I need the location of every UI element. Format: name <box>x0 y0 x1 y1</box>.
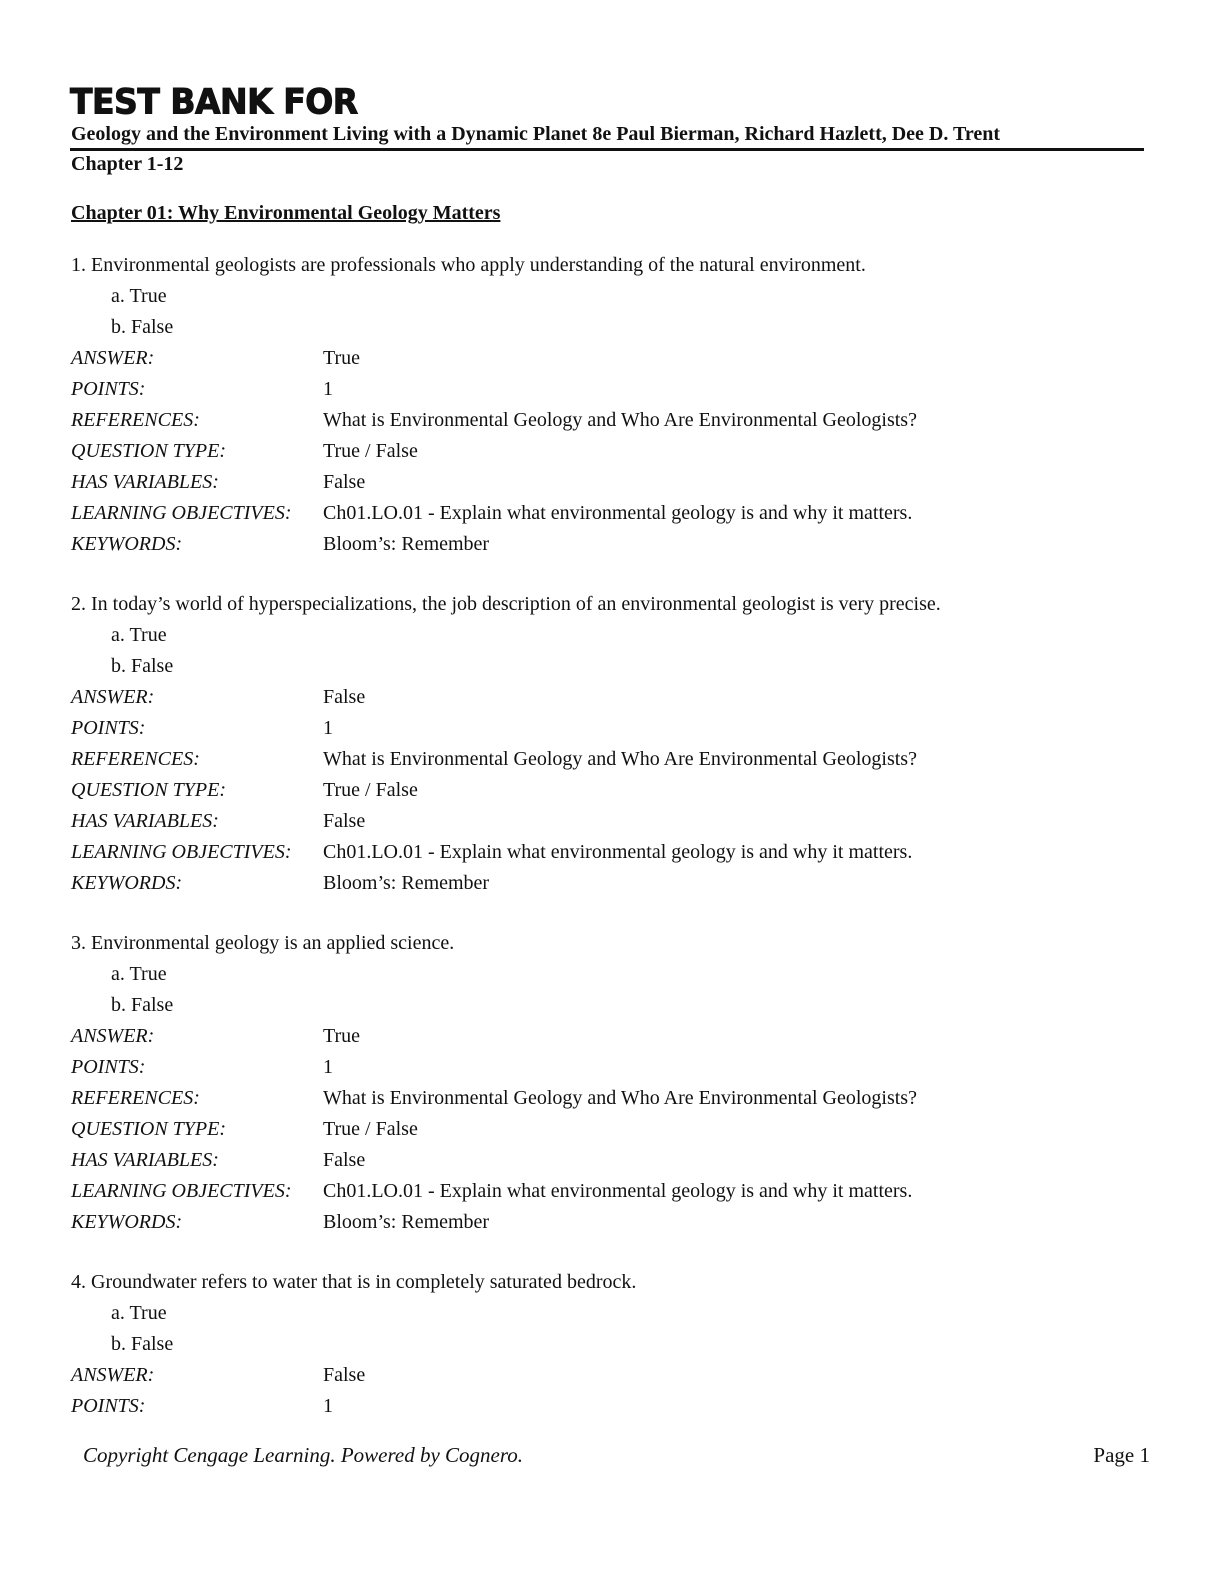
keywords-row <box>71 1207 1151 1238</box>
references-label: REFERENCES: <box>71 409 200 431</box>
option-a: a. True <box>111 1302 167 1324</box>
points-value: 1 <box>323 717 333 739</box>
option-b: b. False <box>111 316 174 338</box>
keywords-row <box>71 529 1151 560</box>
learning-objectives-value: Ch01.LO.01 - Explain what environmental geology is and why it matters. <box>323 841 913 863</box>
has-variables-value: False <box>323 1149 366 1171</box>
chapter-range: Chapter 1-12 <box>71 153 184 175</box>
question-type-row <box>71 436 1151 467</box>
question-type-label: QUESTION TYPE: <box>71 779 227 801</box>
points-value: 1 <box>323 1395 333 1417</box>
references-row <box>71 744 1151 775</box>
references-label: REFERENCES: <box>71 748 200 770</box>
points-row <box>71 1391 1151 1422</box>
option-b: b. False <box>111 655 174 677</box>
question-text: 4. Groundwater refers to water that is in completely saturated bedrock. <box>71 1271 637 1293</box>
has-variables-row <box>71 1145 1151 1176</box>
points-label: POINTS: <box>71 717 146 739</box>
question-type-row <box>71 775 1151 806</box>
option-a: a. True <box>111 963 167 985</box>
header-divider <box>70 148 1144 151</box>
footer-copyright: Copyright Cengage Learning. Powered by Cognero. <box>83 1443 523 1467</box>
learning-objectives-label: LEARNING OBJECTIVES: <box>71 502 292 524</box>
answer-value: True <box>323 1025 361 1047</box>
references-value: What is Environmental Geology and Who Are Environmental Geologists? <box>323 1087 917 1109</box>
learning-objectives-row <box>71 1176 1151 1207</box>
question-text: 1. Environmental geologists are professionals who apply understanding of the natural environment. <box>71 254 866 276</box>
book-title: Geology and the Environment Living with a Dynamic Planet 8e Paul Bierman, Richard Hazlett, Dee D. Trent <box>71 123 1001 145</box>
answer-label: ANSWER: <box>71 347 155 369</box>
learning-objectives-row <box>71 837 1151 868</box>
keywords-value: Bloom’s: Remember <box>323 872 490 894</box>
answer-value: False <box>323 686 366 708</box>
keywords-value: Bloom’s: Remember <box>323 1211 490 1233</box>
has-variables-label: HAS VARIABLES: <box>71 810 219 832</box>
question-type-row <box>71 1114 1151 1145</box>
question-4 <box>71 1267 1151 1422</box>
references-row <box>71 1083 1151 1114</box>
keywords-label: KEYWORDS: <box>71 533 183 555</box>
has-variables-row <box>71 806 1151 837</box>
references-label: REFERENCES: <box>71 1087 200 1109</box>
answer-label: ANSWER: <box>71 686 155 708</box>
option-b: b. False <box>111 994 174 1016</box>
points-value: 1 <box>323 378 333 400</box>
option-a: a. True <box>111 285 167 307</box>
chapter-heading: Chapter 01: Why Environmental Geology Matters <box>71 202 501 224</box>
footer-page-number: Page 1 <box>1093 1443 1150 1467</box>
option-a: a. True <box>111 624 167 646</box>
has-variables-value: False <box>323 810 366 832</box>
answer-row <box>71 1360 1151 1391</box>
question-type-label: QUESTION TYPE: <box>71 440 227 462</box>
has-variables-value: False <box>323 471 366 493</box>
question-type-label: QUESTION TYPE: <box>71 1118 227 1140</box>
references-value: What is Environmental Geology and Who Are Environmental Geologists? <box>323 409 917 431</box>
points-label: POINTS: <box>71 1395 146 1417</box>
answer-value: False <box>323 1364 366 1386</box>
question-type-value: True / False <box>323 779 418 801</box>
keywords-label: KEYWORDS: <box>71 1211 183 1233</box>
learning-objectives-label: LEARNING OBJECTIVES: <box>71 841 292 863</box>
question-2 <box>71 589 1151 899</box>
keywords-row <box>71 868 1151 899</box>
learning-objectives-label: LEARNING OBJECTIVES: <box>71 1180 292 1202</box>
answer-value: True <box>323 347 361 369</box>
points-row <box>71 1052 1151 1083</box>
keywords-value: Bloom’s: Remember <box>323 533 490 555</box>
test-bank-banner: TEST BANK FOR <box>70 81 358 122</box>
points-label: POINTS: <box>71 1056 146 1078</box>
has-variables-label: HAS VARIABLES: <box>71 471 219 493</box>
question-3 <box>71 928 1151 1238</box>
points-label: POINTS: <box>71 378 146 400</box>
answer-label: ANSWER: <box>71 1364 155 1386</box>
keywords-label: KEYWORDS: <box>71 872 183 894</box>
question-text: 2. In today’s world of hyperspecializations, the job description of an environmental geologist is very precise. <box>71 593 941 615</box>
points-value: 1 <box>323 1056 333 1078</box>
learning-objectives-value: Ch01.LO.01 - Explain what environmental geology is and why it matters. <box>323 502 913 524</box>
option-b: b. False <box>111 1333 174 1355</box>
answer-row <box>71 682 1151 713</box>
question-1 <box>71 250 1151 560</box>
points-row <box>71 374 1151 405</box>
has-variables-label: HAS VARIABLES: <box>71 1149 219 1171</box>
references-value: What is Environmental Geology and Who Are Environmental Geologists? <box>323 748 917 770</box>
answer-row <box>71 1021 1151 1052</box>
answer-row <box>71 343 1151 374</box>
question-type-value: True / False <box>323 440 418 462</box>
learning-objectives-value: Ch01.LO.01 - Explain what environmental geology is and why it matters. <box>323 1180 913 1202</box>
learning-objectives-row <box>71 498 1151 529</box>
question-text: 3. Environmental geology is an applied science. <box>71 932 455 954</box>
points-row <box>71 713 1151 744</box>
question-type-value: True / False <box>323 1118 418 1140</box>
answer-label: ANSWER: <box>71 1025 155 1047</box>
references-row <box>71 405 1151 436</box>
has-variables-row <box>71 467 1151 498</box>
